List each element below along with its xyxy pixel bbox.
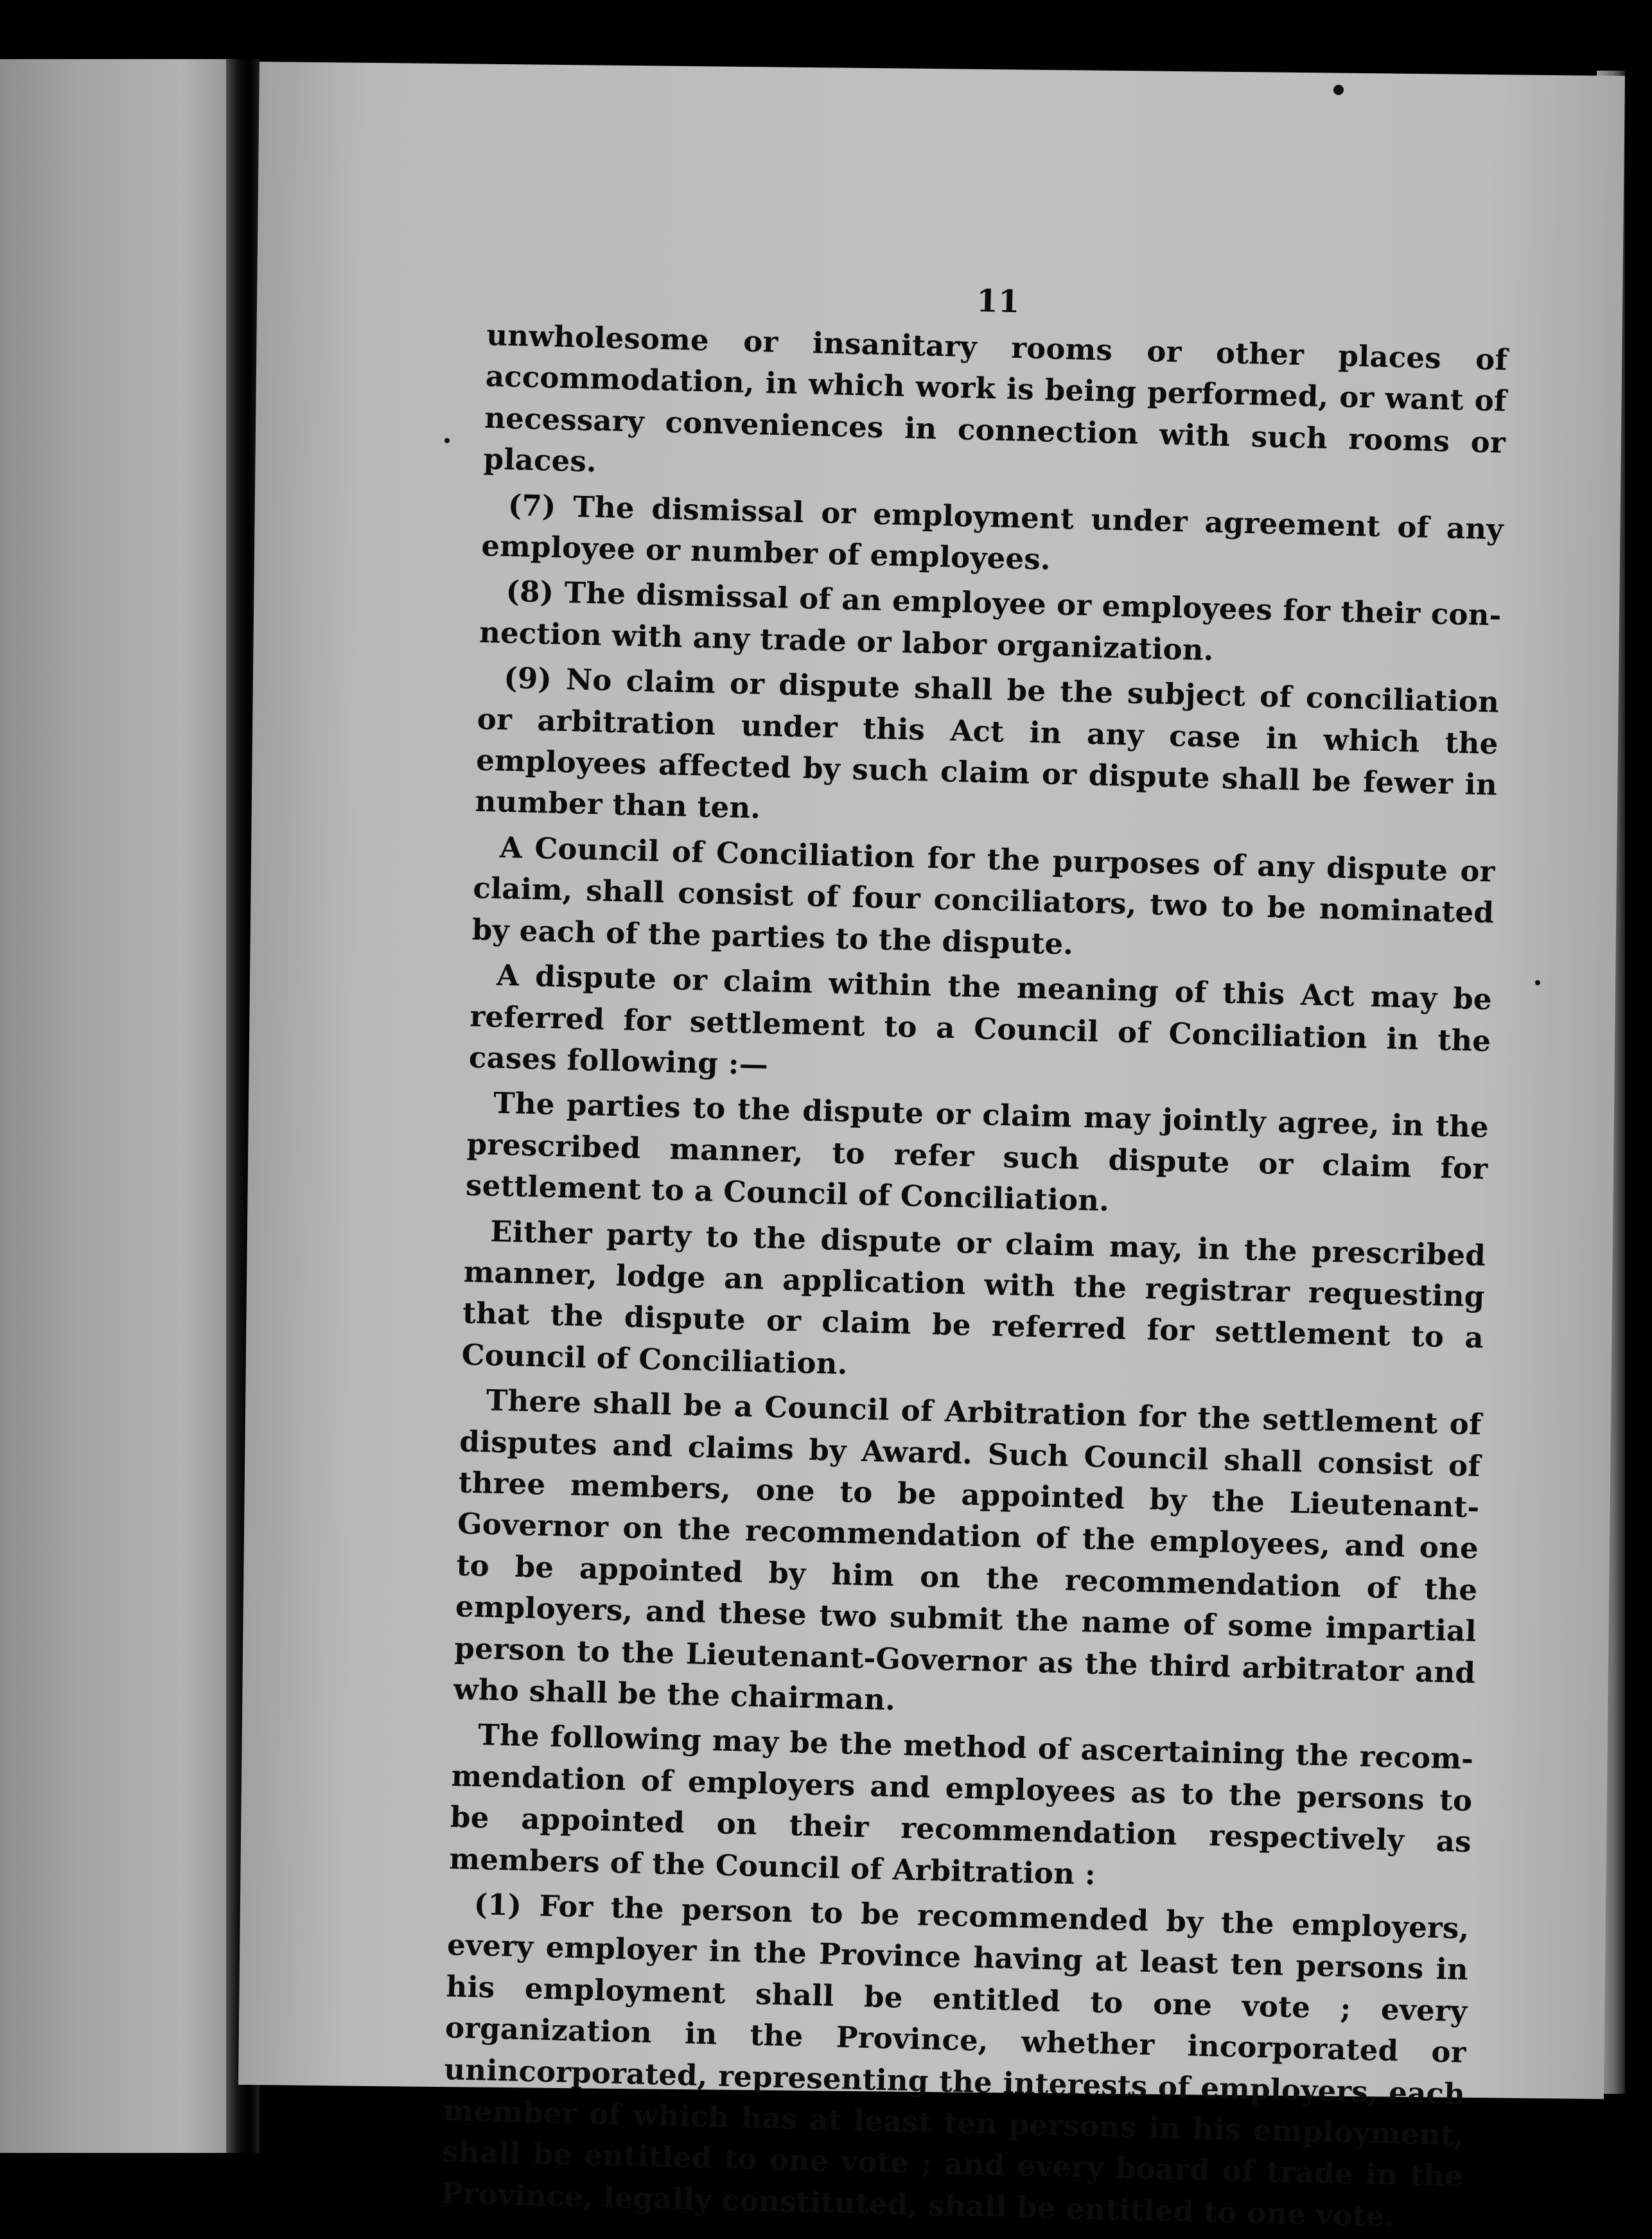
paragraph-4: (9) No claim or dispute shall be the subject of conciliation or arbitration under this Act in any case in which the employees affected by such claim or dispute shall be fewer in number than ten. (475, 661, 1500, 826)
ink-speck (444, 438, 450, 443)
ink-speck (1535, 980, 1540, 985)
paragraph-8: Either party to the dispute or claim may, in the prescribed manner, lodge an application with the registrar requesting that the dispute or claim be referred for settlement to a Council of Conciliation. (461, 1214, 1486, 1381)
paragraph-6: A dispute or claim within the meaning of this Act may be referred for settlement to a Council of Conciliation in the cases following :— (468, 958, 1493, 1082)
paragraph-9: There shall be a Council of Arbitration for the settlement of disputes and claims by Award. Such Council shall consist of three members, one to be appointed by the Lieutenant-Governor on the recommendation of the employees, and one to be appointed by him on the recommendation of the employers, and these two submit the name of some impartial person to the Lieutenant-Governor as the third arbitrator and who shall be the chairman. (453, 1383, 1482, 1717)
paragraph-1: unwholesome or insanitary rooms or other places of accommodation, in which work is being performed, or want of necessary conveniences in connection with such rooms or places. (483, 317, 1508, 479)
paragraph-11: (1) For the person to be recommended by the employers, every employer in the Province having at least ten persons in his employment shall be entitled to one vote ; every organization in the Province, whether incorporated or unincorporated, representing the interests of employers, each member of which has at least ten persons in his employment, shall be entitled to one vote ; and every board of trade in the Province, legally constituted, shall be entitled to one vote. (441, 1887, 1470, 2234)
ink-speck (1333, 85, 1344, 95)
left-page (0, 59, 226, 2153)
paragraph-10: The following may be the method of ascertaining the recommendation of employers and employees as to the persons to be appointed on their recommendation respectively as members of the Council of Arbitration : (448, 1717, 1474, 1892)
page-number: 11 (976, 283, 1021, 320)
page-text (441, 270, 1509, 2239)
paragraph-3: (8) The dismissal of an employee or employees for their connection with any trade or labor organization. (479, 574, 1502, 667)
paragraph-2: (7) The dismissal or employment under agreement of any employee or number of employees. (480, 487, 1504, 577)
paragraph-7: The parties to the dispute or claim may jointly agree, in the prescribed manner, to refer such dispute or claim for settlement to a Council of Conciliation. (465, 1085, 1489, 1218)
paragraph-5: A Council of Conciliation for the purposes of any dispute or claim, shall consist of four conciliators, two to be nominated by each of the parties to the dispute. (471, 830, 1496, 961)
